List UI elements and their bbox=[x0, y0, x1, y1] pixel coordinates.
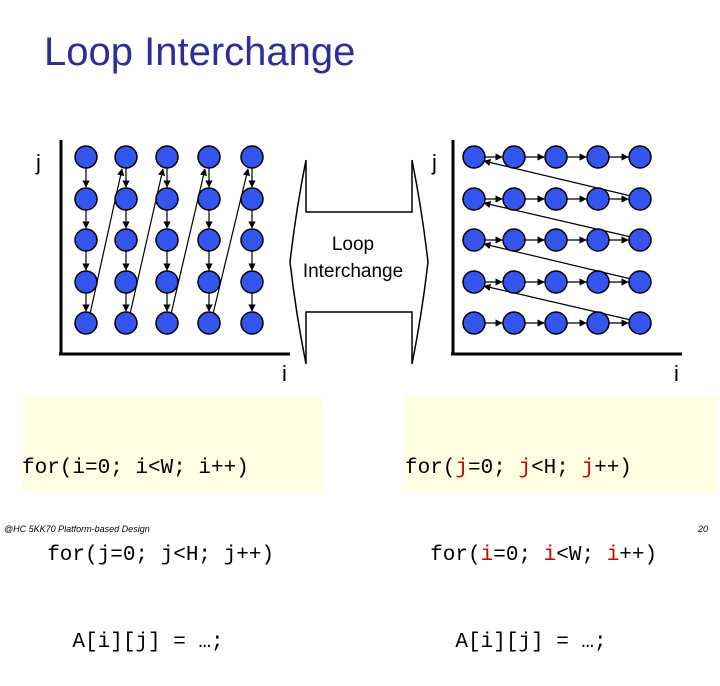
array-element-node bbox=[115, 188, 137, 210]
code-token: <H; bbox=[531, 457, 582, 480]
array-element-node bbox=[75, 188, 97, 210]
left-node-grid bbox=[75, 146, 263, 334]
array-element-node bbox=[503, 312, 525, 334]
footer-course: @HC 5KK70 Platform-based Design bbox=[4, 524, 150, 534]
array-element-node bbox=[545, 188, 567, 210]
array-element-node bbox=[629, 312, 651, 334]
array-element-node bbox=[115, 271, 137, 293]
code-line-body: A[i][j] = …; bbox=[22, 631, 224, 654]
code-line-inner-loop bbox=[405, 541, 717, 570]
array-element-node bbox=[629, 146, 651, 168]
array-element-node bbox=[545, 312, 567, 334]
array-element-node bbox=[156, 146, 178, 168]
array-element-node bbox=[115, 312, 137, 334]
code-line-body: A[i][j] = …; bbox=[405, 631, 607, 654]
array-element-node bbox=[587, 146, 609, 168]
array-element-node bbox=[463, 229, 485, 251]
array-element-node bbox=[198, 271, 220, 293]
code-token: ++) bbox=[594, 457, 632, 480]
array-element-node bbox=[545, 229, 567, 251]
code-var-highlight: i bbox=[480, 544, 494, 567]
code-line-outer-loop bbox=[405, 454, 717, 483]
array-element-node bbox=[198, 229, 220, 251]
array-element-node bbox=[198, 188, 220, 210]
code-token: =0; bbox=[493, 544, 544, 567]
slide-title: Loop Interchange bbox=[44, 30, 356, 74]
code-token: <W; bbox=[556, 544, 607, 567]
right-j-label: j bbox=[432, 150, 437, 175]
array-element-node bbox=[198, 146, 220, 168]
array-element-node bbox=[587, 188, 609, 210]
array-element-node bbox=[115, 146, 137, 168]
array-element-node bbox=[463, 271, 485, 293]
array-element-node bbox=[503, 271, 525, 293]
array-element-node bbox=[241, 188, 263, 210]
array-element-node bbox=[503, 188, 525, 210]
right-i-label: i bbox=[674, 361, 679, 386]
code-token: for( bbox=[405, 457, 456, 480]
array-element-node bbox=[503, 146, 525, 168]
array-element-node bbox=[75, 312, 97, 334]
array-element-node bbox=[75, 229, 97, 251]
array-element-node bbox=[629, 229, 651, 251]
array-element-node bbox=[545, 146, 567, 168]
code-token: =0; bbox=[468, 457, 519, 480]
array-element-node bbox=[156, 312, 178, 334]
array-element-node bbox=[463, 146, 485, 168]
left-j-label: j bbox=[36, 150, 41, 175]
array-element-node bbox=[156, 271, 178, 293]
array-element-node bbox=[463, 188, 485, 210]
array-element-node bbox=[629, 188, 651, 210]
array-element-node bbox=[75, 271, 97, 293]
page-number: 20 bbox=[697, 524, 708, 534]
array-element-node bbox=[629, 271, 651, 293]
array-element-node bbox=[75, 146, 97, 168]
center-label-interchange: Interchange bbox=[302, 261, 404, 282]
array-element-node bbox=[545, 271, 567, 293]
code-token: for( bbox=[405, 544, 481, 567]
array-element-node bbox=[503, 229, 525, 251]
code-line-outer-loop: for(i=0; i<W; i++) bbox=[22, 457, 249, 480]
array-element-node bbox=[156, 188, 178, 210]
array-element-node bbox=[115, 229, 137, 251]
array-element-node bbox=[463, 312, 485, 334]
array-element-node bbox=[241, 312, 263, 334]
array-element-node bbox=[587, 271, 609, 293]
code-var-highlight: j bbox=[455, 457, 469, 480]
code-line-inner-loop: for(j=0; j<H; j++) bbox=[22, 544, 275, 567]
array-element-node bbox=[241, 271, 263, 293]
array-element-node bbox=[587, 229, 609, 251]
array-element-node bbox=[198, 312, 220, 334]
array-element-node bbox=[241, 229, 263, 251]
code-var-highlight: i bbox=[543, 544, 557, 567]
code-token: ++) bbox=[619, 544, 658, 567]
center-label-loop: Loop bbox=[331, 234, 375, 255]
array-element-node bbox=[156, 229, 178, 251]
code-var-highlight: i bbox=[606, 544, 620, 567]
array-element-node bbox=[241, 146, 263, 168]
code-var-highlight: j bbox=[581, 457, 595, 480]
code-var-highlight: j bbox=[518, 457, 532, 480]
left-i-label: i bbox=[282, 361, 287, 386]
array-element-node bbox=[587, 312, 609, 334]
